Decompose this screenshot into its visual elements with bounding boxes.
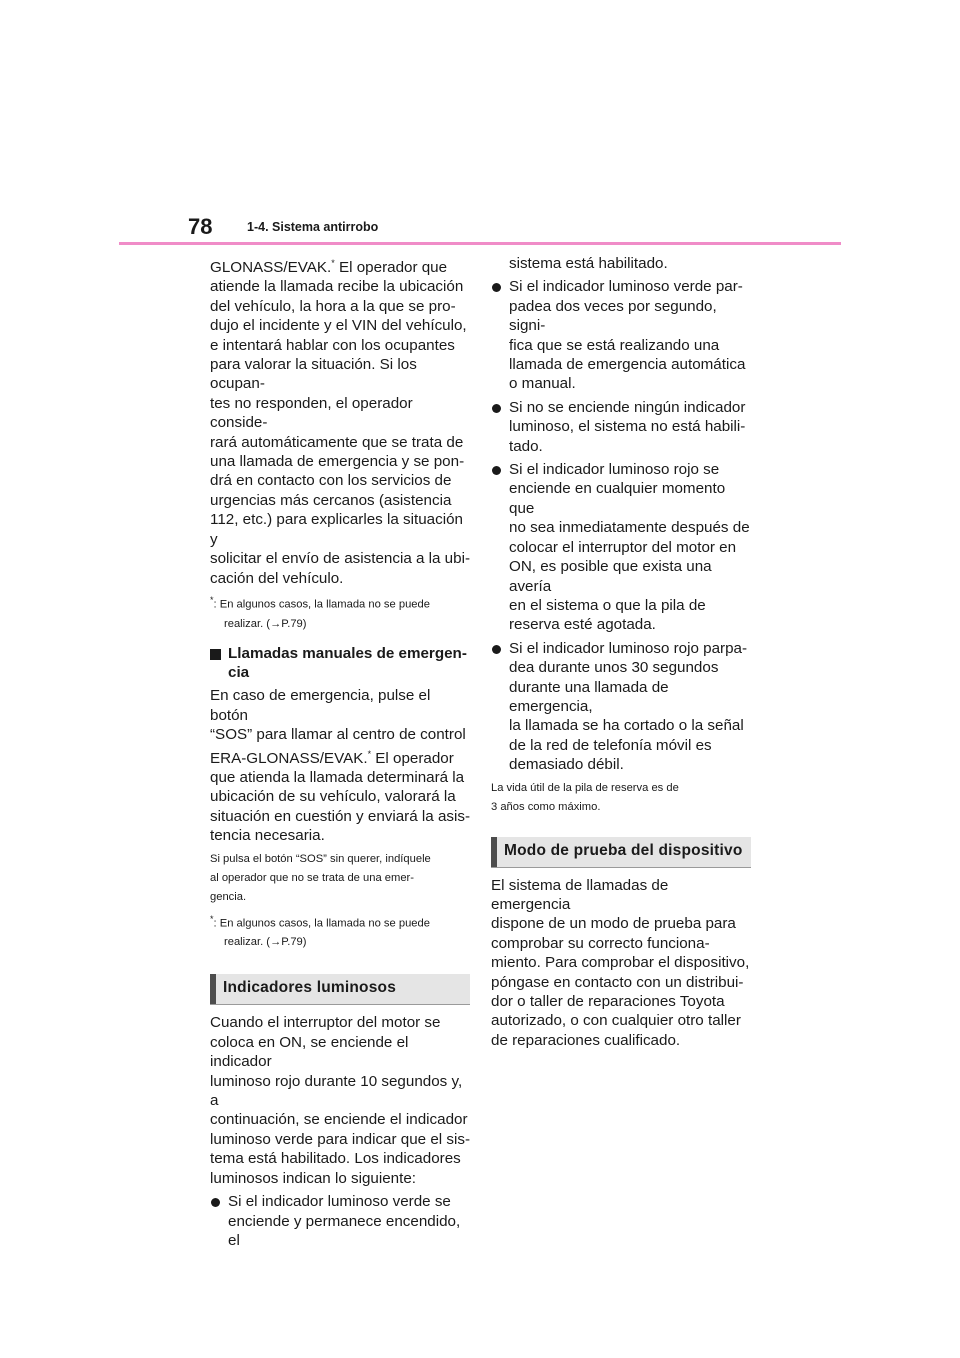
bullet-line: colocar el interruptor del motor en bbox=[509, 538, 737, 556]
footnote-mark: * bbox=[210, 913, 214, 924]
body-line: coloca en ON, se enciende el indicador bbox=[210, 1033, 409, 1071]
bullet-line: enciende y permanece encendido, el bbox=[228, 1212, 461, 1249]
intro-line: cación del vehículo. bbox=[210, 569, 344, 587]
footnote bbox=[210, 910, 470, 953]
bullet-dot-icon bbox=[492, 645, 501, 654]
intro-line: para valorar la situación. Si los ocupan- bbox=[210, 356, 417, 393]
heading-bar bbox=[491, 837, 497, 867]
indicators-body bbox=[210, 1013, 470, 1188]
footnote bbox=[210, 591, 470, 634]
body-line: dispone de un modo de prueba para bbox=[491, 915, 736, 933]
body-line: miento. Para comprobar el dispositivo, bbox=[491, 954, 750, 972]
manual-calls-body bbox=[210, 686, 470, 845]
bullet-dot-icon bbox=[211, 1198, 220, 1207]
subhead-line: cia bbox=[228, 664, 250, 682]
intro-paragraph bbox=[210, 254, 470, 588]
footnote-mark: * bbox=[367, 748, 372, 759]
body-line: de reparaciones cualificado. bbox=[491, 1031, 681, 1049]
intro-line: solicitar el envío de asistencia a la ubi- bbox=[210, 550, 471, 568]
note-line: gencia. bbox=[210, 890, 247, 903]
intro-line: 112, etc.) para explicarles la situación y bbox=[210, 511, 463, 548]
bullet-dot-icon bbox=[492, 283, 501, 292]
heading-bar bbox=[210, 974, 216, 1004]
bullet-line: dea durante unos 30 segundos bbox=[509, 659, 719, 677]
bullet-line: Si el indicador luminoso verde se bbox=[228, 1193, 451, 1211]
bullet-item-continued bbox=[491, 254, 751, 273]
bullet-line: reserva esté agotada. bbox=[509, 616, 656, 634]
intro-line: GLONASS/EVAK. bbox=[210, 259, 332, 276]
bullet-line: fica que se está realizando una bbox=[509, 336, 720, 354]
left-column bbox=[210, 254, 470, 1250]
footnote-mark: * bbox=[331, 258, 335, 268]
footnote-text: : En algunos casos, la llamada no se puede bbox=[213, 917, 430, 930]
footnote-page-link[interactable]: realizar. (→P.79) bbox=[224, 936, 307, 949]
bullet-line: Si el indicador luminoso verde par- bbox=[509, 278, 743, 296]
bullet-line: de la red de telefonía móvil es bbox=[509, 736, 712, 754]
bullet-line: durante una llamada de emergencia, bbox=[509, 678, 669, 715]
body-line: tencia necesaria. bbox=[210, 827, 325, 845]
heading-text: Modo de prueba del dispositivo bbox=[504, 841, 743, 859]
bullet-line: Si el indicador luminoso rojo parpa- bbox=[509, 639, 748, 657]
intro-line: urgencias más cercanos (asistencia bbox=[210, 491, 452, 509]
intro-line: rará automáticamente que se trata de bbox=[210, 433, 464, 451]
body-line: luminoso rojo durante 10 segundos y, a bbox=[210, 1072, 463, 1110]
bullet-line: en el sistema o que la pila de bbox=[509, 596, 706, 614]
bullet-line: o manual. bbox=[509, 375, 576, 393]
body-line: luminosos indican lo siguiente: bbox=[210, 1169, 416, 1187]
bullet-dot-icon bbox=[492, 404, 501, 413]
intro-line: del vehículo, la hora a la que se pro- bbox=[210, 297, 456, 315]
bullet-line: tado. bbox=[509, 437, 543, 455]
body-line: póngase en contacto con un distribui- bbox=[491, 973, 744, 991]
body-line: situación en cuestión y enviará la asis- bbox=[210, 807, 471, 825]
note-line: La vida útil de la pila de reserva es de bbox=[491, 781, 679, 794]
section-title: 1-4. Sistema antirrobo bbox=[247, 220, 379, 234]
body-line: ubicación de su vehículo, valorará la bbox=[210, 788, 456, 806]
test-mode-body bbox=[491, 876, 751, 1051]
battery-note bbox=[491, 779, 751, 817]
body-line: Cuando el interruptor del motor se bbox=[210, 1014, 441, 1032]
body-line: que atienda la llamada determinará la bbox=[210, 769, 465, 787]
body-line: continuación, se enciende el indicador bbox=[210, 1111, 468, 1129]
bullet-item bbox=[491, 398, 751, 456]
right-column bbox=[491, 254, 751, 1050]
test-mode-heading bbox=[491, 837, 751, 868]
note-line: al operador que no se trata de una emer- bbox=[210, 871, 414, 884]
intro-line: tes no responden, el operador conside- bbox=[210, 394, 413, 432]
manual-calls-heading bbox=[210, 644, 470, 683]
bullet-line: Si no se enciende ningún indicador bbox=[509, 398, 746, 416]
body-line: autorizado, o con cualquier otro taller bbox=[491, 1012, 741, 1030]
heading-text: Indicadores luminosos bbox=[223, 979, 397, 997]
bullet-line: luminoso, el sistema no está habili- bbox=[509, 418, 746, 436]
bullet-dot-icon bbox=[492, 466, 501, 475]
intro-line: e intentará hablar con los ocupantes bbox=[210, 336, 455, 354]
bullet-line: llamada de emergencia automática bbox=[509, 356, 746, 374]
note-line: 3 años como máximo. bbox=[491, 800, 601, 813]
intro-line: atiende la llamada recibe la ubicación bbox=[210, 278, 464, 296]
subhead-line: Llamadas manuales de emergen- bbox=[228, 644, 467, 662]
bullet-line: Si el indicador luminoso rojo se bbox=[509, 461, 720, 479]
header-rule bbox=[119, 242, 841, 245]
body-line: El operador bbox=[371, 749, 454, 767]
bullet-item bbox=[491, 639, 751, 775]
intro-line: dujo el incidente y el VIN del vehículo, bbox=[210, 317, 467, 335]
body-line: comprobar su correcto funciona- bbox=[491, 934, 710, 952]
bullet-line: padea dos veces por segundo, signi- bbox=[509, 297, 717, 335]
body-line: “SOS” para llamar al centro de control bbox=[210, 726, 466, 744]
footnote-text: : En algunos casos, la llamada no se puede bbox=[213, 598, 430, 611]
square-bullet-icon bbox=[210, 649, 221, 660]
footnote-mark: * bbox=[210, 594, 214, 605]
body-line: dor o taller de reparaciones Toyota bbox=[491, 993, 725, 1010]
intro-line: El operador que bbox=[334, 259, 448, 276]
bullet-item bbox=[210, 1192, 470, 1250]
intro-line: una llamada de emergencia y se pon- bbox=[210, 453, 465, 471]
sos-note bbox=[210, 850, 470, 907]
bullet-line: sistema está habilitado. bbox=[509, 255, 668, 272]
bullet-line: enciende en cualquier momento que bbox=[509, 480, 726, 517]
bullet-line: no sea inmediatamente después de bbox=[509, 519, 750, 537]
bullet-item bbox=[491, 460, 751, 635]
intro-line: drá en contacto con los servicios de bbox=[210, 472, 452, 490]
body-line: En caso de emergencia, pulse el botón bbox=[210, 687, 431, 724]
page-number: 78 bbox=[188, 214, 213, 239]
bullet-item bbox=[491, 277, 751, 393]
bullet-line: la llamada se ha cortado o la señal bbox=[509, 717, 744, 735]
note-line: Si pulsa el botón “SOS” sin querer, indíquele bbox=[210, 852, 431, 865]
bullet-line: demasiado débil. bbox=[509, 756, 624, 774]
body-line: ERA-GLONASS/EVAK. bbox=[210, 749, 368, 767]
footnote-page-link[interactable]: realizar. (→P.79) bbox=[224, 617, 307, 630]
body-line: tema está habilitado. Los indicadores bbox=[210, 1150, 461, 1168]
body-line: El sistema de llamadas de emergencia bbox=[491, 876, 669, 913]
body-line: luminoso verde para indicar que el sis- bbox=[210, 1130, 471, 1148]
indicators-heading bbox=[210, 974, 470, 1005]
bullet-line: ON, es posible que exista una avería bbox=[509, 558, 712, 595]
